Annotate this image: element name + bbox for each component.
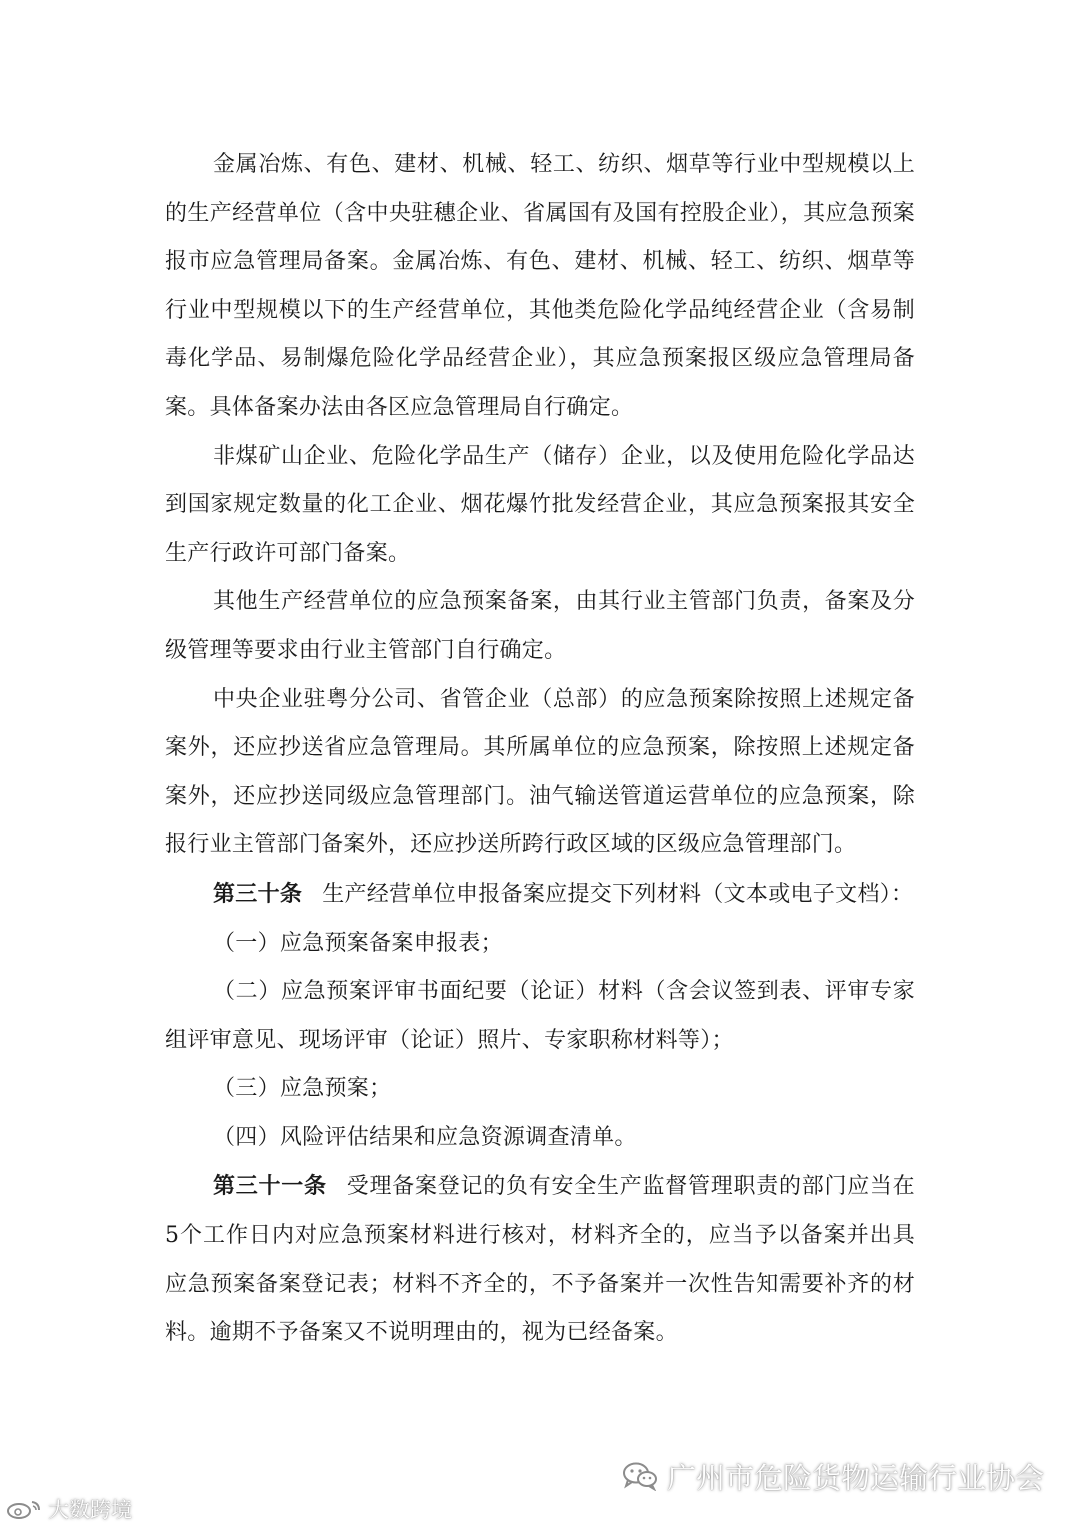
paragraph-text: 受理备案登记的负有安全生产监督管理职责的部门应当在5个工作日内对应急预案材料进行核对，材料齐全的，应当予以备案并出具应急预案备案登记表；材料不齐全的，不予备案并一次性告知需要补齐的材料。逾期不予备案又不说明理由的，视为已经备案。	[165, 1174, 915, 1346]
wechat-watermark	[621, 1456, 1044, 1496]
wechat-icon	[621, 1461, 659, 1491]
article-label: 第三十一条	[213, 1173, 327, 1200]
paragraph-text: 中央企业驻粤分公司、省管企业（总部）的应急预案除按照上述规定备案外，还应抄送省应急管理局。其所属单位的应急预案，除按照上述规定备案外，还应抄送同级应急管理部门。油气输送管道运营单位的应急预案，除报行业主管部门备案外，还应抄送所跨行政区域的区级应急管理部门。	[165, 686, 915, 858]
paragraph	[165, 433, 915, 579]
list-item	[165, 1114, 915, 1163]
list-item	[165, 920, 915, 969]
paragraph-text: 非煤矿山企业、危险化学品生产（储存）企业，以及使用危险化学品达到国家规定数量的化工企业、烟花爆竹批发经营企业，其应急预案报其安全生产行政许可部门备案。	[165, 443, 915, 566]
paragraph-text: （三）应急预案；	[213, 1076, 392, 1102]
corner-logo	[4, 1494, 132, 1524]
list-item	[165, 1065, 915, 1114]
paragraph-text: 生产经营单位申报备案应提交下列材料（文本或电子文档）：	[322, 881, 914, 907]
paragraph-text: （一）应急预案备案申报表；	[213, 930, 503, 956]
article-label: 第三十条	[213, 880, 303, 907]
paragraph-text: 金属冶炼、有色、建材、机械、轻工、纺织、烟草等行业中型规模以上的生产经营单位（含中央驻穗企业、省属国有及国有控股企业），其应急预案报市应急管理局备案。金属冶炼、有色、建材、机械、轻工、纺织、烟草等行业中型规模以下的生产经营单位，其他类危险化学品纯经营企业（含易制毒化学品、易制爆危险化学品经营企业），其应急预案报区级应急管理局备案。具体备案办法由各区应急管理局自行确定。	[165, 152, 915, 420]
paragraph	[165, 676, 915, 870]
watermark-text: 广州市危险货物运输行业协会	[666, 1460, 1044, 1495]
article-31	[165, 1162, 915, 1357]
paragraph-text: （四）风险评估结果和应急资源调查清单。	[213, 1124, 637, 1150]
paragraph-text: 其他生产经营单位的应急预案备案，由其行业主管部门负责，备案及分级管理等要求由行业主管部门自行确定。	[165, 589, 915, 663]
paragraph	[165, 578, 915, 675]
weibo-logo-icon	[4, 1498, 44, 1520]
article-30	[165, 870, 915, 920]
paragraph-text: （二）应急预案评审书面纪要（论证）材料（含会议签到表、评审专家组评审意见、现场评审（论证）照片、专家职称材料等）；	[165, 979, 915, 1053]
corner-logo-text: 大数跨境	[48, 1498, 132, 1522]
list-item	[165, 968, 915, 1065]
paragraph	[165, 141, 915, 433]
document-body	[165, 141, 915, 1358]
